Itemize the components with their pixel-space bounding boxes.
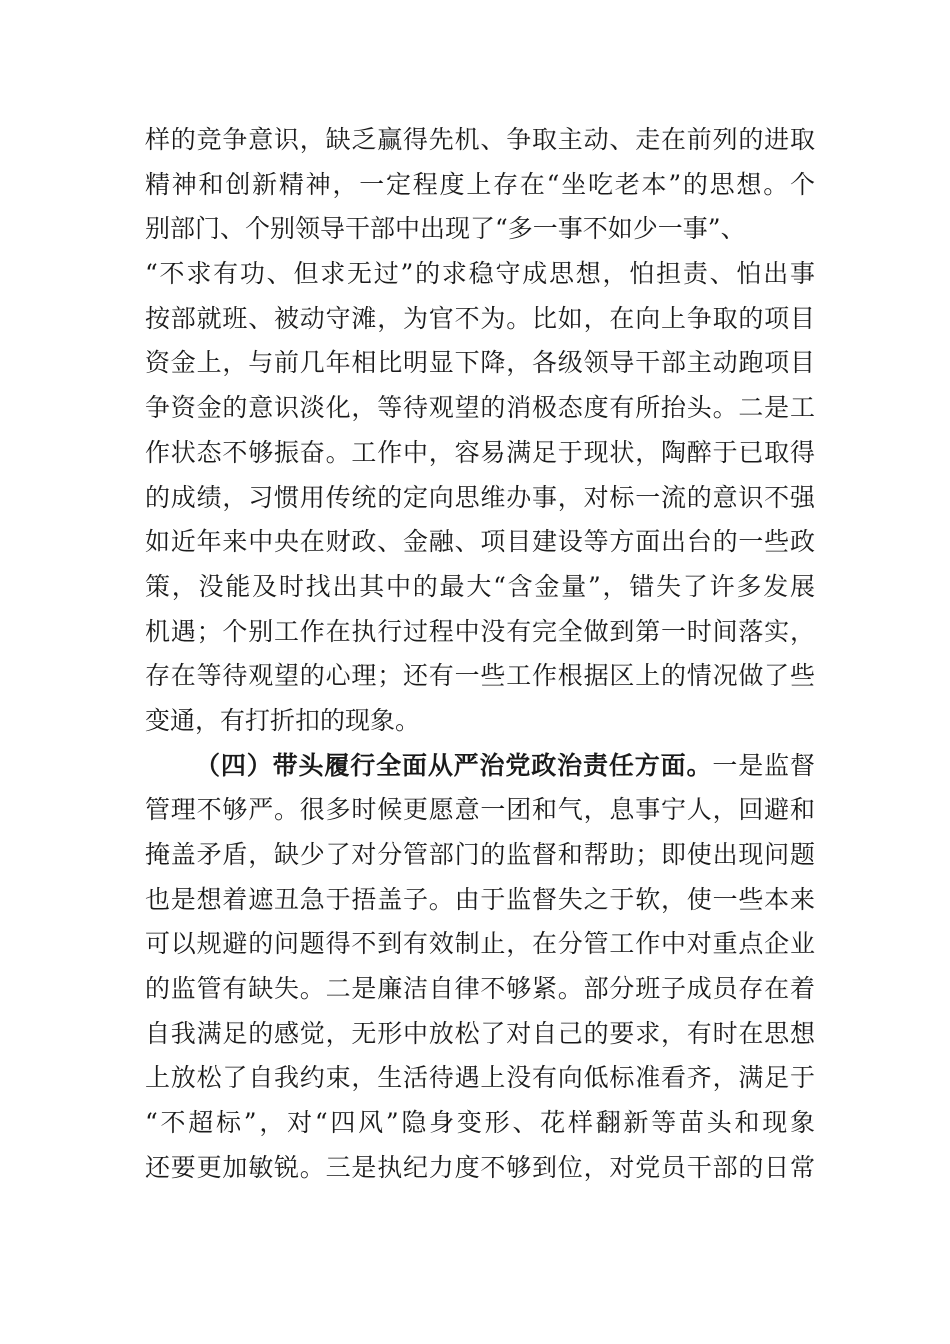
text-line: 的成绩，习惯用传统的定向思维办事，对标一流的意识不强 [145, 482, 815, 512]
body-text [145, 118, 815, 1191]
section-4-heading: （四）带头履行全面从严治党政治责任方面。 [195, 750, 713, 780]
text-line: 变通，有打折扣的现象。 [145, 705, 421, 735]
text-line: 争资金的意识淡化，等待观望的消极态度有所抬头。二是工 [145, 393, 815, 423]
text-line: 也是想着遮丑急于捂盖子。由于监督失之于软，使一些本来 [145, 884, 815, 914]
text-line: 掩盖矛盾，缺少了对分管部门的监督和帮助；即使出现问题 [145, 840, 815, 869]
text-line: “不超标”，对“四风”隐身变形、花样翻新等苗头和现象 [145, 1108, 815, 1138]
text-line: 可以规避的问题得不到有效制止，在分管工作中对重点企业 [145, 929, 815, 959]
text-line: 别部门、个别领导干部中出现了“多一事不如少一事”、 [145, 214, 746, 244]
text-line: 资金上，与前几年相比明显下降，各级领导干部主动跑项目 [145, 348, 815, 378]
text-line: 精神和创新精神，一定程度上存在“坐吃老本”的思想。个 [145, 169, 815, 199]
text-line: 如近年来中央在财政、金融、项目建设等方面出台的一些政 [145, 527, 815, 557]
text-line: 还要更加敏锐。三是执纪力度不够到位，对党员干部的日常 [145, 1152, 815, 1182]
text-line: 存在等待观望的心理；还有一些工作根据区上的情况做了些 [145, 661, 815, 691]
text-line: 作状态不够振奋。工作中，容易满足于现状，陶醉于已取得 [145, 437, 815, 467]
text-line: 策，没能及时找出其中的最大“含金量”，错失了许多发展 [145, 571, 815, 601]
text-line: “不求有功、但求无过”的求稳守成思想，怕担责、怕出事 [145, 259, 815, 289]
text-line: 的监管有缺失。二是廉洁自律不够紧。部分班子成员存在着 [145, 974, 815, 1004]
section-4-first-line-rest: 一是监督 [712, 750, 815, 780]
text-line: 样的竞争意识，缺乏赢得先机、争取主动、走在前列的进取 [145, 125, 815, 154]
text-line: 机遇；个别工作在执行过程中没有完全做到第一时间落实， [145, 616, 815, 646]
text-line: 管理不够严。很多时候更愿意一团和气，息事宁人，回避和 [145, 795, 815, 825]
text-line: 自我满足的感觉，无形中放松了对自己的要求，有时在思想 [145, 1018, 815, 1048]
text-line: 上放松了自我约束，生活待遇上没有向低标准看齐，满足于 [145, 1063, 815, 1093]
text-line: 按部就班、被动守滩，为官不为。比如，在向上争取的项目 [145, 303, 815, 333]
section-4-first-line [145, 744, 815, 789]
